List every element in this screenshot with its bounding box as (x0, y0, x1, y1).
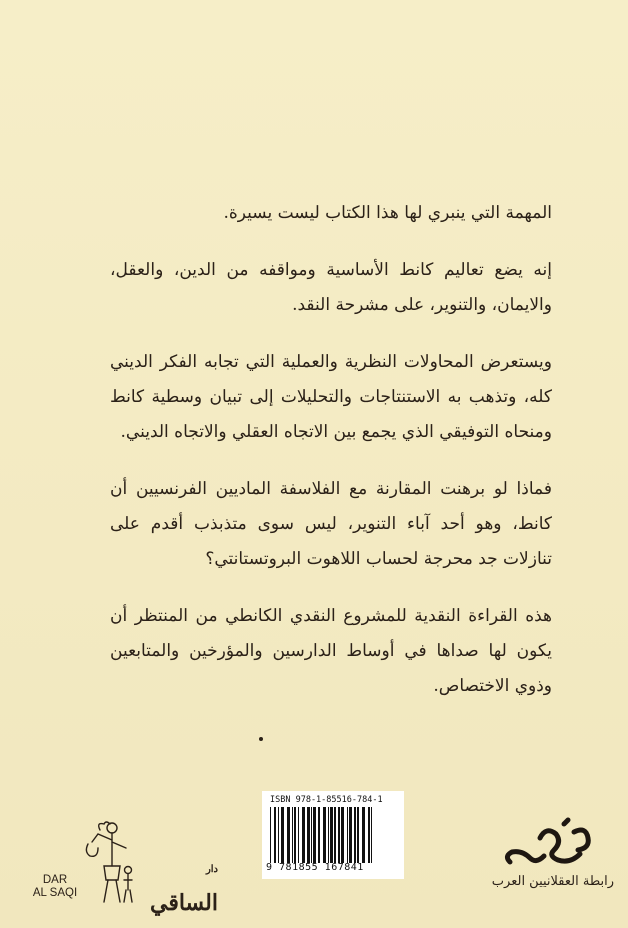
blurb-paragraph-1: المهمة التي ينبري لها هذا الكتاب ليست يسيرة. (223, 203, 552, 223)
isbn-label: ISBN 978-1-85516-784-1 (270, 795, 383, 805)
barcode-bar (368, 807, 370, 863)
barcode-bar (281, 807, 284, 863)
barcode-bar (341, 807, 344, 863)
publisher-arabic-word: الساقي (150, 890, 218, 916)
blurb-paragraph-5: هذه القراءة النقدية للمشروع النقدي الكانطي من المنتظر أن يكون لها صداها في أوساط الدارسين والمؤرخين والمتابعين وذوي الاختصاص. (110, 606, 552, 696)
barcode-bar (318, 807, 320, 863)
barcode-bar (347, 807, 348, 863)
barcode-bar (330, 807, 333, 863)
publisher-latin-line-2: AL SAQI (32, 887, 78, 899)
barcode-bar (307, 807, 310, 863)
barcode-bar (287, 807, 290, 863)
barcode-bar (323, 807, 326, 863)
publisher-arabic-prefix: دار (205, 864, 218, 875)
publisher-logo (20, 818, 218, 916)
barcode-bar (328, 807, 329, 863)
barcode-bar (302, 807, 305, 863)
barcode-bar (298, 807, 299, 863)
barcode-bars (268, 807, 398, 863)
barcode-bar (362, 807, 365, 863)
barcode-bar (274, 807, 276, 863)
barcode-bar (294, 807, 296, 863)
publisher-latin-line-1: DAR (42, 874, 68, 886)
barcode-bar (313, 807, 316, 863)
isbn-barcode (262, 791, 404, 879)
barcode-number: 9 781855 167841 (266, 862, 364, 873)
publisher-arabic-name (150, 864, 218, 916)
blurb-text (110, 196, 552, 726)
barcode-bar (278, 807, 279, 863)
barcode-bar (338, 807, 340, 863)
barcode-bar (371, 807, 372, 863)
decorative-dot (259, 737, 263, 741)
calligraphy-emblem-icon (500, 816, 596, 872)
blurb-paragraph-2: إنه يضع تعاليم كانط الأساسية ومواقفه من الدين، والعقل، والايمان، والتنوير، على مشرحة النقد. (110, 260, 552, 315)
barcode-bar (354, 807, 356, 863)
water-bearer-icon (82, 818, 146, 908)
league-logo (488, 816, 618, 906)
barcode-bar (349, 807, 352, 863)
league-name: رابطة العقلانيين العرب (491, 874, 614, 889)
publisher-latin-name (20, 874, 90, 900)
barcode-bar (292, 807, 293, 863)
blurb-paragraph-3: ويستعرض المحاولات النظرية والعملية التي تجابه الفكر الديني كله، وتذهب به الاستنتاجات والتحليلات إلى تبيان وسطية كانط ومنحاه التوفيقي الذي يجمع بين الاتجاه العقلي والاتجاه الديني. (110, 352, 552, 442)
blurb-paragraph-4: فماذا لو برهنت المقارنة مع الفلاسفة الماديين الفرنسيين أن كانط، وهو أحد آباء التنوير، ليس سوى متذبذب أقدم على تنازلات جد محرجة لحساب اللاهوت البروتستانتي؟ (110, 479, 552, 569)
barcode-bar (334, 807, 336, 863)
barcode-bar (357, 807, 359, 863)
barcode-bar (270, 807, 271, 863)
barcode-bar (311, 807, 312, 863)
